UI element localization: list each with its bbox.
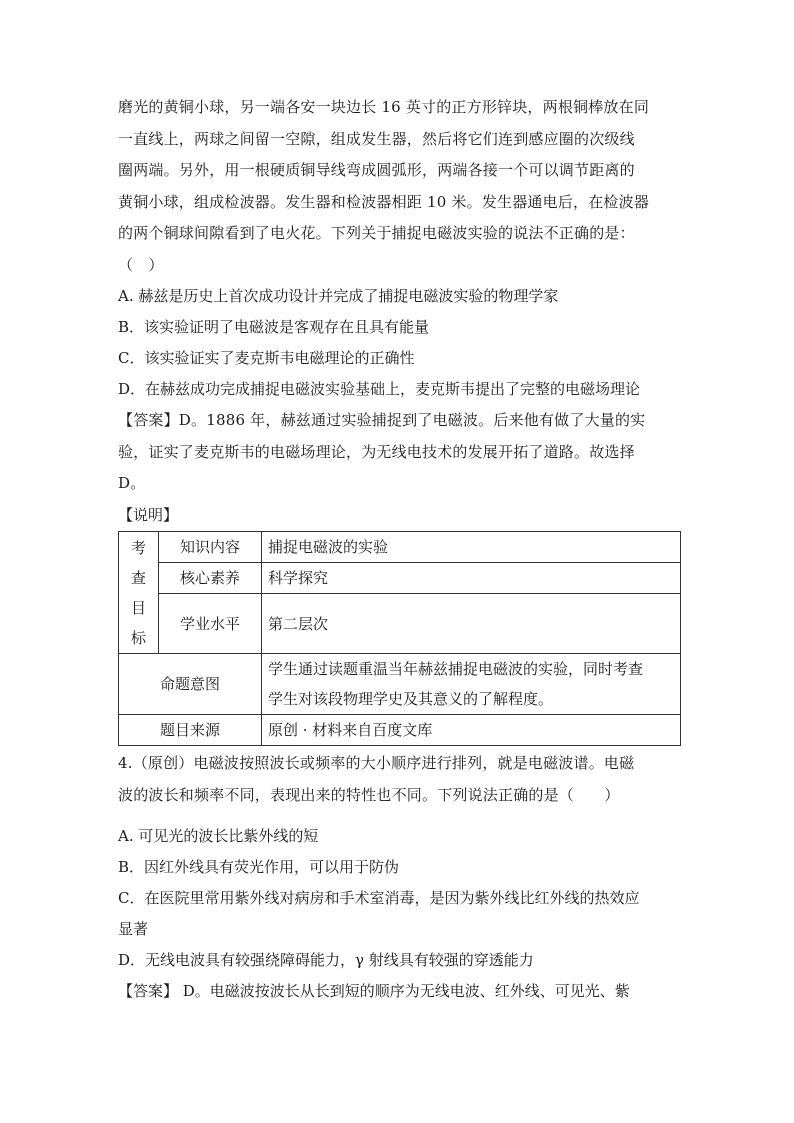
page-content [118, 92, 684, 1008]
q4-option-d: D．无线电波具有较强绕障碍能力，γ 射线具有较强的穿透能力 [118, 951, 534, 969]
literacy-label: 核心素养 [159, 563, 262, 594]
q3-stem-line: 圈两端。另外，用一根硬质铜导线弯成圆弧形，两端各接一个可以调节距离的 [118, 161, 635, 179]
q3-option-b: B．该实验证明了电磁波是客观存在且具有能量 [118, 318, 430, 336]
literacy-value: 科学探究 [262, 563, 681, 594]
q4-option-c-cont: 显著 [118, 920, 149, 938]
q4-option-a: A. 可见光的波长比紫外线的短 [118, 827, 319, 845]
knowledge-label: 知识内容 [159, 532, 262, 563]
q3-stem [118, 92, 684, 281]
intent-value [262, 654, 681, 715]
goal-label-char: 查 [130, 568, 146, 587]
question-info-table [118, 531, 681, 746]
level-label: 学业水平 [159, 594, 262, 654]
q3-stem-line: 一直线上，两球之间留一空隙，组成发生器，然后将它们连到感应圈的次级线 [118, 129, 635, 148]
intent-line: 学生通过读题重温当年赫兹捕捉电磁波的实验，同时考查 [268, 660, 644, 678]
q3-stem-line: 磨光的黄铜小球，另一端各安一块边长 16 英寸的正方形锌块，两根铜棒放在同 [118, 98, 650, 116]
q3-options [118, 281, 684, 405]
q4-answer-line: 【答案】 D。电磁波按波长从长到短的顺序为无线电波、红外线、可见光、紫 [118, 982, 630, 1000]
q3-stem-line: 黄铜小球，组成检波器。发生器和检波器相距 10 米。发生器通电后，在检波器 [118, 192, 650, 211]
q3-option-c: C．该实验证实了麦克斯韦电磁理论的正确性 [118, 349, 415, 367]
q3-answer-line: D。 [118, 474, 146, 492]
q3-answer [118, 405, 684, 500]
goal-label-char: 目 [130, 598, 146, 617]
q3-stem-line: 的两个铜球间隙看到了电火花。下列关于捕捉电磁波实验的说法不正确的是： [118, 224, 635, 242]
intent-line: 学生对该段物理学史及其意义的了解程度。 [268, 690, 554, 708]
q4-options [118, 821, 684, 976]
q4-stem-line: 波的波长和频率不同，表现出来的特性也不同。下列说法正确的是（ ） [118, 785, 620, 804]
source-label: 题目来源 [119, 715, 262, 746]
source-value: 原创 · 材料来自百度文库 [262, 715, 681, 746]
knowledge-value: 捕捉电磁波的实验 [262, 532, 681, 563]
note-heading: 【说明】 [118, 505, 179, 524]
level-value: 第二层次 [262, 594, 681, 654]
q3-answer-line: 验，证实了麦克斯韦的电磁场理论，为无线电技术的发展开拓了道路。故选择 [118, 442, 635, 461]
q3-answer-line: 【答案】D。1886 年，赫兹通过实验捕捉到了电磁波。后来他有做了大量的实 [118, 411, 646, 429]
goal-label-char: 标 [130, 628, 146, 647]
q4-stem [118, 748, 684, 811]
q3-answer-blank: （ ） [118, 255, 164, 274]
q3-option-d: D．在赫兹成功完成捕捉电磁波实验基础上，麦克斯韦提出了完整的电磁场理论 [118, 380, 641, 398]
q4-option-c: C．在医院里常用紫外线对病房和手术室消毒，是因为紫外线比红外线的热效应 [118, 889, 640, 907]
q3-option-a: A. 赫兹是历史上首次成功设计并完成了捕捉电磁波实验的物理学家 [118, 287, 559, 305]
q4-option-b: B．因红外线具有荧光作用，可以用于防伪 [118, 858, 400, 876]
goal-label-char: 考 [130, 538, 146, 557]
intent-label: 命题意图 [119, 654, 262, 715]
q4-stem-line: 4.（原创）电磁波按照波长或频率的大小顺序进行排列，就是电磁波谱。电磁 [118, 754, 635, 772]
goal-label [119, 532, 159, 654]
